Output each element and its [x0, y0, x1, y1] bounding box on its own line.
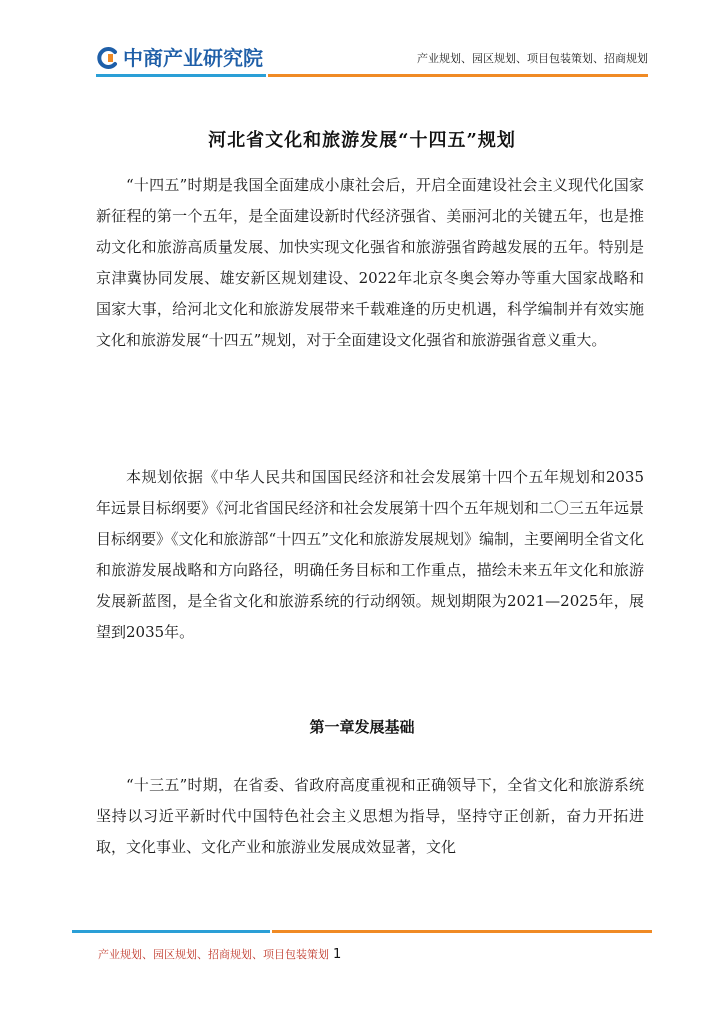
page-number: 1 — [333, 947, 342, 962]
page-footer — [98, 946, 341, 962]
company-logo — [96, 44, 263, 72]
chapter-heading: 第一章发展基础 — [309, 718, 415, 736]
footer-rule-orange — [272, 930, 652, 933]
logo-c-icon — [96, 46, 120, 70]
page-header — [0, 0, 724, 90]
document-title: 河北省文化和旅游发展“十四五”规划 — [208, 130, 516, 151]
footer-rule-blue — [72, 930, 270, 933]
paragraph-basis: 本规划依据《中华人民共和国国民经济和社会发展第十四个五年规划和2035年远景目标纲要》《河北省国民经济和社会发展第十四个五年规划和二〇三五年远景目标纲要》《文化和旅游部“十四五”文化和旅游发展规划》编制，主要阐明全省文化和旅游发展战略和方向路径，明确任务目标和工作重点，描绘未来五年文化和旅游发展新蓝图，是全省文化和旅游系统的行动纲领。规划期限为2021—2025年，展望到2035年。 — [96, 468, 644, 641]
header-rule-blue — [96, 74, 266, 77]
header-tagline: 产业规划、园区规划、项目包装策划、招商规划 — [417, 52, 648, 65]
footer-text: 产业规划、园区规划、招商规划、项目包装策划 — [98, 948, 329, 961]
header-rule-orange — [268, 74, 648, 77]
paragraph-intro: “十四五”时期是我国全面建成小康社会后，开启全面建设社会主义现代化国家新征程的第一个五年，是全面建设新时代经济强省、美丽河北的关键五年，也是推动文化和旅游高质量发展、加快实现文化强省和旅游强省跨越发展的五年。特别是京津冀协同发展、雄安新区规划建设、2022年北京冬奥会筹办等重大国家战略和国家大事，给河北文化和旅游发展带来千载难逢的历史机遇，科学编制并有效实施文化和旅游发展“十四五”规划，对于全面建设文化强省和旅游强省意义重大。 — [96, 176, 644, 349]
paragraph-chapter-1: “十三五”时期，在省委、省政府高度重视和正确领导下，全省文化和旅游系统坚持以习近平新时代中国特色社会主义思想为指导，坚持守正创新，奋力开拓进取，文化事业、文化产业和旅游业发展成效显著，文化 — [96, 776, 644, 856]
logo-text: 中商产业研究院 — [123, 46, 263, 70]
